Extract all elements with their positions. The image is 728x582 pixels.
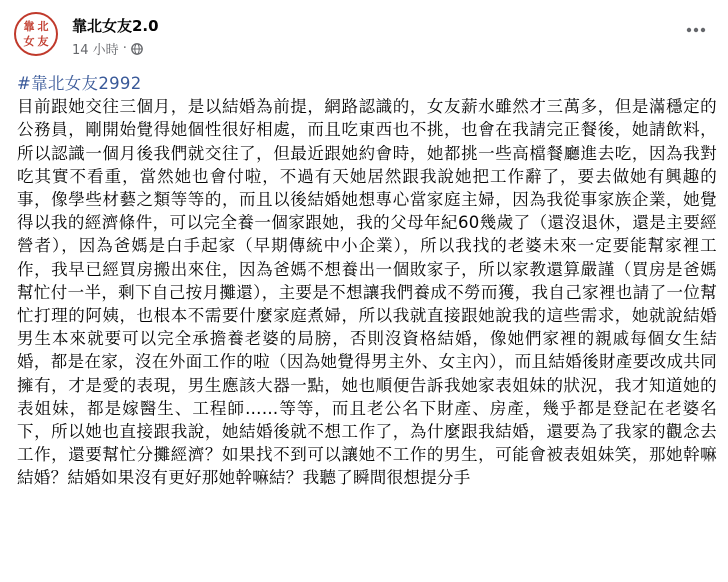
post-header <box>14 12 714 60</box>
post-body <box>17 72 717 490</box>
page-name-link[interactable]: 靠北女友2.0 <box>72 17 159 35</box>
meta-separator: · <box>122 41 127 56</box>
avatar-char: 北 <box>37 20 49 33</box>
post-text: 目前跟她交往三個月，是以結婚為前提，網路認識的，女友薪水雖然才三萬多，但是滿穩定的公務員，剛開始覺得她個性很好相處，而且吃東西也不挑，也會在我請完正餐後，她請飲料，所以認識一個月後我們就交往了，但最近跟她約會時，她都挑一些高檔餐廳進去吃，因為我對吃其實不看重，當然她也會付啦，不過有天她居然跟我說她把工作辭了，要去做她有興趣的事，像學些材藝之類等等的，而且以後結婚她想專心當家庭主婦，因為我從事家族企業，她覺得以我的經濟條件，可以完全養一個家跟她，我的父母年紀60幾歲了（還沒退休，還是主要經營者），因為爸媽是白手起家（早期傳統中小企業），所以我找的老婆未來一定要能幫家裡工作，我早已經買房搬出來住，因為爸媽不想養出一個敗家子，所以家教還算嚴謹（買房是爸媽幫忙付一半，剩下自己按月攤還），主要是不想讓我們養成不勞而獲，我自己家裡也請了一位幫忙打理的阿姨，也根本不需要什麼家庭煮婦，所以我就直接跟她說我的這些需求，她就說結婚男生本來就要可以完全承擔養老婆的局膀，否則沒資格結婚，像她們家裡的親戚每個女生結婚，都是在家，沒在外面工作的啦（因為她覺得男主外、女主內），而且結婚後財產要改成共同擁有，才是愛的表現，男生應該大器一點，她也順便告訴我她家表姐妹的狀況，我才知道她的表姐妹，都是嫁醫生、工程師……等等，而且老公名下財產、房產，幾乎都是登記在老婆名下，所以她也直接跟我說，她結婚後就不想工作了，為什麼跟我結婚，還要為了我家的觀念去工作，還要幫忙分攤經濟？如果找不到可以讓她不工作的男生，可能會被表姐妹笑，那她幹嘛結婚？結婚如果沒有更好那她幹嘛結？我聽了瞬間很想提分手 <box>17 97 717 488</box>
post-timestamp[interactable]: 14 小時 <box>72 43 119 58</box>
avatar-char: 女 <box>23 35 35 48</box>
avatar-char: 友 <box>37 35 49 48</box>
page-avatar[interactable] <box>14 12 58 56</box>
post-meta <box>72 39 143 58</box>
more-options-icon[interactable] <box>684 20 708 40</box>
hashtag-link[interactable]: #靠北女友2992 <box>17 74 142 93</box>
avatar-char: 靠 <box>23 20 35 33</box>
globe-icon[interactable] <box>131 43 143 55</box>
